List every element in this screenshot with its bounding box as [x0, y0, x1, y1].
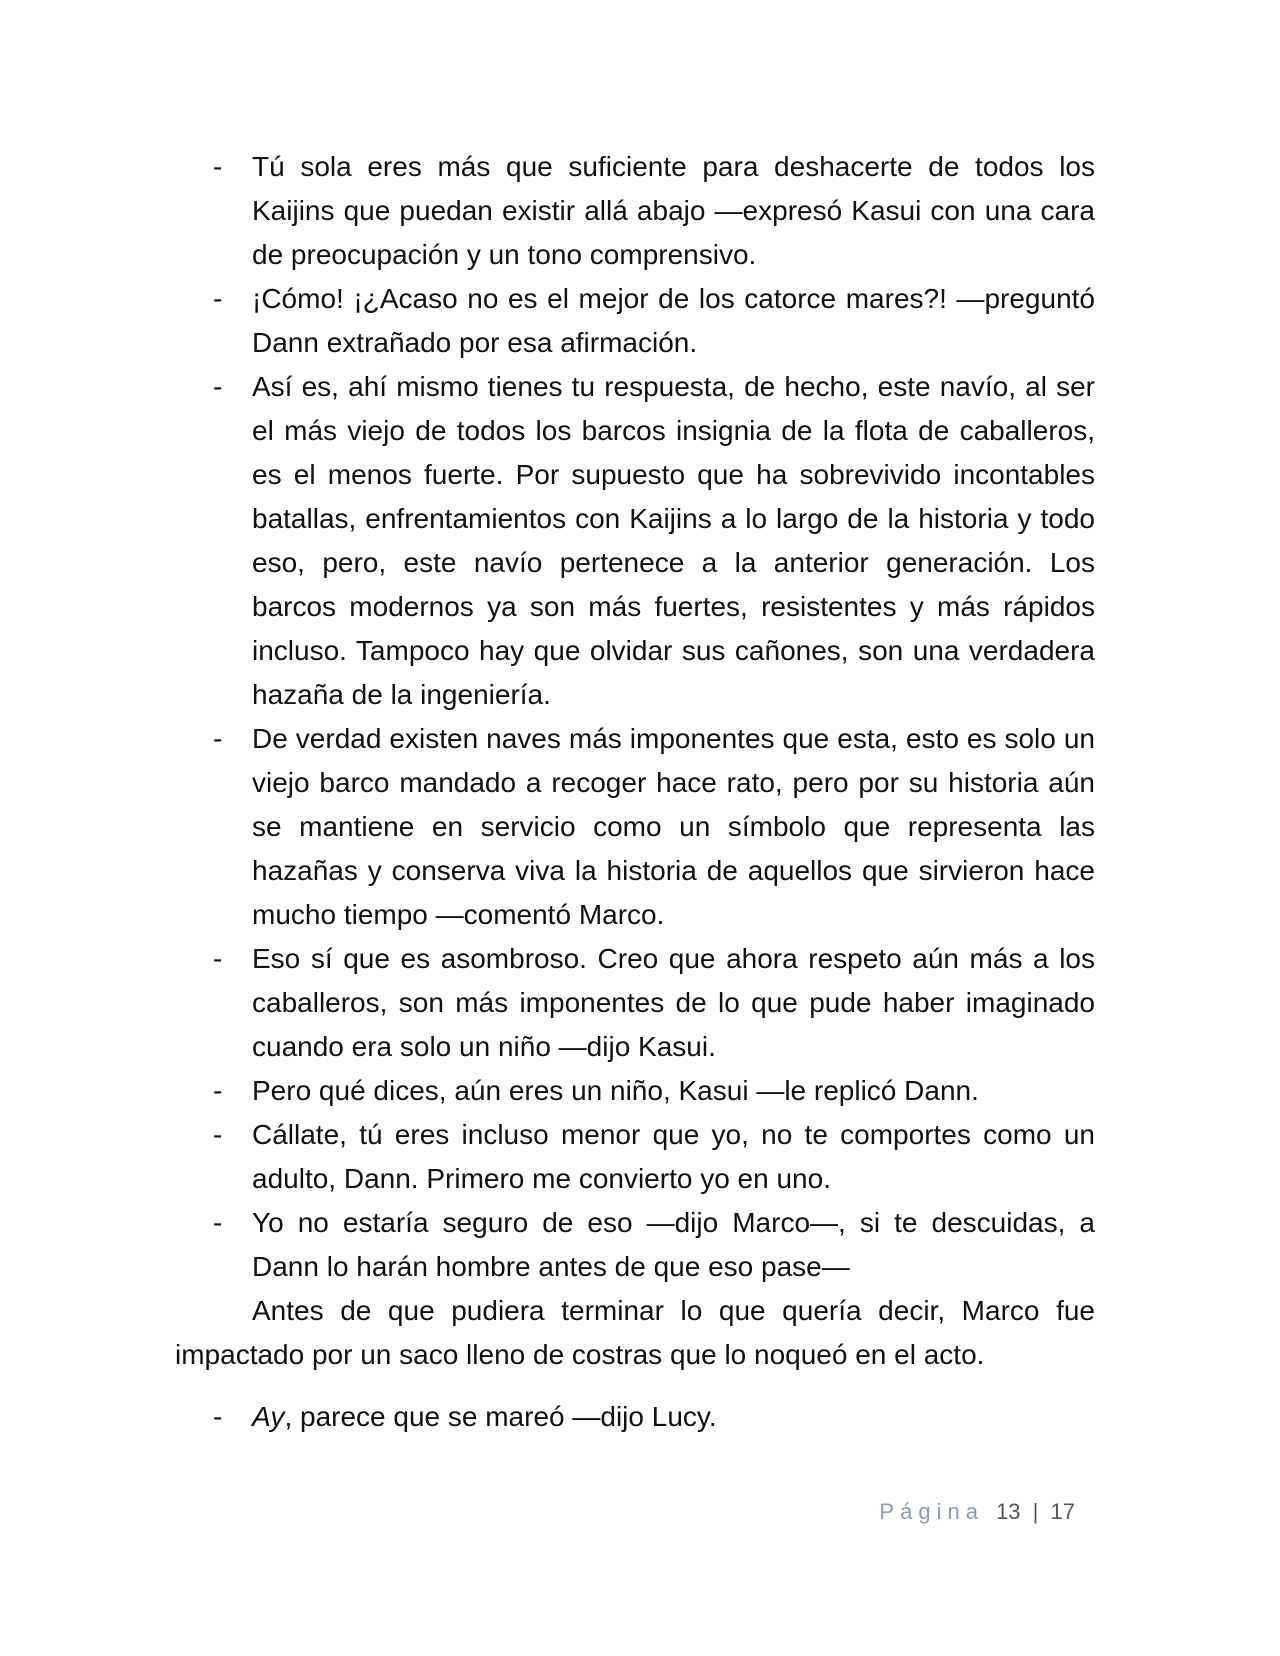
dialogue-paragraph — [175, 365, 1095, 717]
page-number: 13 — [996, 1499, 1021, 1524]
dialogue-text: Pero qué dices, aún eres un niño, Kasui —le replicó Dann. — [252, 1075, 979, 1106]
dialogue-dash: - — [213, 1075, 223, 1106]
dialogue-text: Tú sola eres más que suficiente para deshacerte de todos los Kaijins que puedan existir allá abajo —expresó Kasui con una cara de preocupación y un tono comprensivo. — [252, 151, 1095, 270]
dialogue-dash: - — [213, 151, 223, 182]
page-total: 17 — [1050, 1499, 1075, 1524]
dialogue-paragraph — [175, 717, 1095, 937]
dialogue-paragraph-last — [175, 1395, 1095, 1439]
page-label: Página — [879, 1499, 984, 1524]
dialogue-text: Cállate, tú eres incluso menor que yo, no te comportes como un adulto, Dann. Primero me convierto yo en uno. — [252, 1119, 1095, 1194]
dialogue-paragraph — [175, 1113, 1095, 1201]
dialogue-text: Así es, ahí mismo tienes tu respuesta, de hecho, este navío, al ser el más viejo de todos los barcos insignia de la flota de caballeros, es el menos fuerte. Por supuesto que ha sobrevivido incontables batallas, enfrentamientos con Kaijins a lo largo de la historia y todo eso, pero, este navío pertenece a la anterior generación. Los barcos modernos ya son más fuertes, resistentes y más rápidos incluso. Tampoco hay que olvidar sus cañones, son una verdadera hazaña de la ingeniería. — [252, 371, 1095, 710]
dialogue-dash: - — [213, 723, 223, 754]
narration-paragraph: Antes de que pudiera terminar lo que quería decir, Marco fue impactado por un saco lleno de costras que lo noqueó en el acto. — [175, 1295, 1095, 1370]
paragraph-spacer — [175, 1377, 1095, 1395]
dialogue-dash: - — [213, 1401, 223, 1432]
dialogue-italic-word: Ay — [252, 1401, 285, 1432]
page-footer — [879, 1497, 1075, 1527]
page-body — [175, 145, 1095, 1439]
dialogue-dash: - — [213, 1119, 223, 1150]
dialogue-paragraph — [175, 145, 1095, 277]
dialogue-dash: - — [213, 283, 223, 314]
dialogue-text: ¡Cómo! ¡¿Acaso no es el mejor de los catorce mares?! —preguntó Dann extrañado por esa afirmación. — [252, 283, 1095, 358]
page-separator: | — [1032, 1499, 1039, 1524]
dialogue-dash: - — [213, 943, 223, 974]
dialogue-paragraph — [175, 1201, 1095, 1289]
dialogue-text: De verdad existen naves más imponentes que esta, esto es solo un viejo barco mandado a recoger hace rato, pero por su historia aún se mantiene en servicio como un símbolo que representa las hazañas y conserva viva la historia de aquellos que sirvieron hace mucho tiempo —comentó Marco. — [252, 723, 1095, 930]
dialogue-text: Yo no estaría seguro de eso —dijo Marco—, si te descuidas, a Dann lo harán hombre antes de que eso pase— — [252, 1207, 1095, 1282]
dialogue-dash: - — [213, 1207, 223, 1238]
dialogue-paragraph — [175, 277, 1095, 365]
dialogue-paragraph — [175, 1069, 1095, 1113]
dialogue-paragraph — [175, 937, 1095, 1069]
dialogue-text: , parece que se mareó —dijo Lucy. — [284, 1401, 717, 1432]
dialogue-text: Eso sí que es asombroso. Creo que ahora respeto aún más a los caballeros, son más imponentes de lo que pude haber imaginado cuando era solo un niño —dijo Kasui. — [252, 943, 1095, 1062]
dialogue-dash: - — [213, 371, 223, 402]
